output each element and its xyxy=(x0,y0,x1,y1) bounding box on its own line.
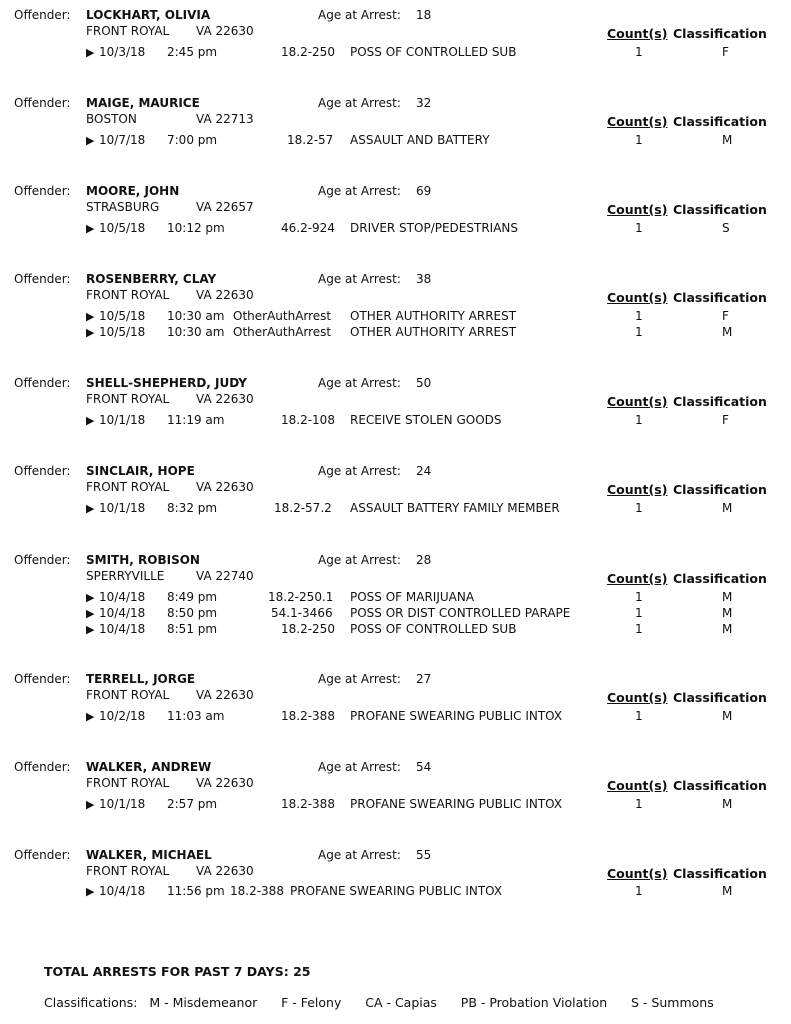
age-at-arrest-label: Age at Arrest: xyxy=(318,96,401,110)
charge-count: 1 xyxy=(635,622,643,636)
charge-classification: M xyxy=(722,133,733,147)
charge-description: OTHER AUTHORITY ARREST xyxy=(350,325,517,339)
offender-record xyxy=(0,760,791,840)
charge-date: 10/1/18 xyxy=(99,413,146,427)
offender-city: BOSTON xyxy=(86,112,137,126)
charge-statute: 18.2-250 xyxy=(281,622,335,636)
charge-count: 1 xyxy=(635,325,643,339)
charge-count: 1 xyxy=(635,221,643,235)
charge-time: 10:12 pm xyxy=(167,221,225,235)
classification-column-header: Classification xyxy=(673,290,767,305)
offender-city: FRONT ROYAL xyxy=(86,392,170,406)
counts-column-header: Count(s) xyxy=(607,26,668,41)
charge-description: PROFANE SWEARING PUBLIC INTOX xyxy=(350,797,563,811)
offender-city: FRONT ROYAL xyxy=(86,288,170,302)
offender-label: Offender: xyxy=(14,272,71,286)
age-at-arrest-label: Age at Arrest: xyxy=(318,272,401,286)
charge-classification: S xyxy=(722,221,730,235)
classification-legend xyxy=(44,995,714,1010)
offender-label: Offender: xyxy=(14,8,71,22)
charge-statute: 18.2-108 xyxy=(281,413,335,427)
classification-column-header: Classification xyxy=(673,394,767,409)
charge-classification: M xyxy=(722,709,733,723)
offender-city: FRONT ROYAL xyxy=(86,864,170,878)
charge-date: 10/5/18 xyxy=(99,325,146,339)
charge-time: 2:45 pm xyxy=(167,45,218,59)
charge-classification: F xyxy=(722,413,729,427)
counts-column-header: Count(s) xyxy=(607,571,668,586)
charge-count: 1 xyxy=(635,884,643,898)
age-value: 55 xyxy=(416,848,432,862)
charge-row xyxy=(0,501,791,517)
age-at-arrest-label: Age at Arrest: xyxy=(318,376,401,390)
offender-city: STRASBURG xyxy=(86,200,160,214)
classification-column-header: Classification xyxy=(673,114,767,129)
charge-count: 1 xyxy=(635,45,643,59)
charge-count: 1 xyxy=(635,709,643,723)
offender-state-zip: VA 22630 xyxy=(196,392,254,406)
charge-classification: M xyxy=(722,884,733,898)
charge-description: PROFANE SWEARING PUBLIC INTOX xyxy=(350,709,563,723)
offender-state-zip: VA 22630 xyxy=(196,688,254,702)
charge-classification: M xyxy=(722,606,733,620)
charge-time: 11:56 pm xyxy=(167,884,225,898)
legend-item-probation-violation: PB - Probation Violation xyxy=(460,995,608,1010)
charge-count: 1 xyxy=(635,501,643,515)
offender-name: WALKER, MICHAEL xyxy=(86,848,212,862)
total-arrests xyxy=(44,964,310,979)
charge-row xyxy=(0,797,791,813)
offender-state-zip: VA 22740 xyxy=(196,569,254,583)
offender-label: Offender: xyxy=(14,760,71,774)
offender-record xyxy=(0,272,791,352)
offender-state-zip: VA 22657 xyxy=(196,200,254,214)
charge-classification: F xyxy=(722,45,729,59)
offender-name: SINCLAIR, HOPE xyxy=(86,464,195,478)
charge-description: POSS OF MARIJUANA xyxy=(350,590,475,604)
charge-classification: F xyxy=(722,309,729,323)
offender-record xyxy=(0,376,791,456)
bullet-arrow-icon: ▶ xyxy=(86,885,95,898)
counts-column-header: Count(s) xyxy=(607,866,668,881)
charge-description: PROFANE SWEARING PUBLIC INTOX xyxy=(290,884,503,898)
bullet-arrow-icon: ▶ xyxy=(86,607,95,620)
offender-name: LOCKHART, OLIVIA xyxy=(86,8,211,22)
charge-row xyxy=(0,413,791,429)
offender-record xyxy=(0,8,791,88)
offender-name: ROSENBERRY, CLAY xyxy=(86,272,217,286)
bullet-arrow-icon: ▶ xyxy=(86,414,95,427)
age-at-arrest-label: Age at Arrest: xyxy=(318,184,401,198)
charge-description: RECEIVE STOLEN GOODS xyxy=(350,413,502,427)
offender-label: Offender: xyxy=(14,848,71,862)
charge-statute: 18.2-388 xyxy=(281,797,335,811)
charge-statute: 18.2-250 xyxy=(281,45,335,59)
offender-name: TERRELL, JORGE xyxy=(86,672,196,686)
age-value: 18 xyxy=(416,8,432,22)
charge-statute: 18.2-388 xyxy=(230,884,284,898)
legend-item-felony: F - Felony xyxy=(281,995,342,1010)
offender-name: SHELL-SHEPHERD, JUDY xyxy=(86,376,247,390)
charge-date: 10/4/18 xyxy=(99,590,146,604)
charge-date: 10/1/18 xyxy=(99,797,146,811)
age-at-arrest-label: Age at Arrest: xyxy=(318,848,401,862)
legend-item-capias: CA - Capias xyxy=(365,995,437,1010)
legend-item-summons: S - Summons xyxy=(631,995,714,1010)
offender-city: FRONT ROYAL xyxy=(86,480,170,494)
charge-row xyxy=(0,325,791,341)
charge-date: 10/5/18 xyxy=(99,221,146,235)
classification-column-header: Classification xyxy=(673,482,767,497)
charge-time: 7:00 pm xyxy=(167,133,218,147)
offender-state-zip: VA 22713 xyxy=(196,112,254,126)
charge-date: 10/3/18 xyxy=(99,45,146,59)
age-at-arrest-label: Age at Arrest: xyxy=(318,464,401,478)
offender-label: Offender: xyxy=(14,672,71,686)
offender-city: FRONT ROYAL xyxy=(86,24,170,38)
offender-state-zip: VA 22630 xyxy=(196,480,254,494)
charge-row xyxy=(0,709,791,725)
charge-row xyxy=(0,622,791,638)
charge-row xyxy=(0,590,791,606)
charge-date: 10/4/18 xyxy=(99,622,146,636)
charge-classification: M xyxy=(722,501,733,515)
charge-statute: 18.2-57.2 xyxy=(274,501,332,515)
charge-count: 1 xyxy=(635,606,643,620)
charge-description: ASSAULT BATTERY FAMILY MEMBER xyxy=(350,501,560,515)
age-value: 50 xyxy=(416,376,432,390)
offender-state-zip: VA 22630 xyxy=(196,776,254,790)
charge-count: 1 xyxy=(635,413,643,427)
legend-label: Classifications: xyxy=(44,995,138,1010)
charge-row xyxy=(0,221,791,237)
charge-count: 1 xyxy=(635,309,643,323)
charge-count: 1 xyxy=(635,797,643,811)
charge-description: POSS OF CONTROLLED SUB xyxy=(350,45,517,59)
age-value: 32 xyxy=(416,96,432,110)
bullet-arrow-icon: ▶ xyxy=(86,710,95,723)
charge-date: 10/4/18 xyxy=(99,884,146,898)
charge-statute: OtherAuthArrest xyxy=(233,309,332,323)
charge-statute: 18.2-57 xyxy=(287,133,334,147)
charge-count: 1 xyxy=(635,133,643,147)
charge-time: 8:51 pm xyxy=(167,622,218,636)
total-arrests-value: 25 xyxy=(293,964,311,979)
counts-column-header: Count(s) xyxy=(607,202,668,217)
bullet-arrow-icon: ▶ xyxy=(86,134,95,147)
age-at-arrest-label: Age at Arrest: xyxy=(318,760,401,774)
classification-column-header: Classification xyxy=(673,571,767,586)
bullet-arrow-icon: ▶ xyxy=(86,623,95,636)
offender-state-zip: VA 22630 xyxy=(196,864,254,878)
charge-statute: OtherAuthArrest xyxy=(233,325,332,339)
offender-name: WALKER, ANDREW xyxy=(86,760,212,774)
offender-city: SPERRYVILLE xyxy=(86,569,165,583)
charge-row xyxy=(0,45,791,61)
bullet-arrow-icon: ▶ xyxy=(86,798,95,811)
age-value: 28 xyxy=(416,553,432,567)
classification-column-header: Classification xyxy=(673,202,767,217)
charge-date: 10/5/18 xyxy=(99,309,146,323)
offender-record xyxy=(0,553,791,636)
charge-row xyxy=(0,309,791,325)
charge-date: 10/4/18 xyxy=(99,606,146,620)
charge-description: POSS OR DIST CONTROLLED PARAPE xyxy=(350,606,571,620)
charge-time: 11:19 am xyxy=(167,413,225,427)
charge-row xyxy=(0,133,791,149)
offender-record xyxy=(0,184,791,264)
charge-description: OTHER AUTHORITY ARREST xyxy=(350,309,517,323)
charge-time: 8:50 pm xyxy=(167,606,218,620)
offender-name: SMITH, ROBISON xyxy=(86,553,200,567)
offender-label: Offender: xyxy=(14,376,71,390)
offender-name: MAIGE, MAURICE xyxy=(86,96,200,110)
offender-name: MOORE, JOHN xyxy=(86,184,180,198)
bullet-arrow-icon: ▶ xyxy=(86,310,95,323)
charge-time: 8:32 pm xyxy=(167,501,218,515)
offender-record xyxy=(0,96,791,176)
charge-date: 10/2/18 xyxy=(99,709,146,723)
charge-classification: M xyxy=(722,325,733,339)
counts-column-header: Count(s) xyxy=(607,482,668,497)
bullet-arrow-icon: ▶ xyxy=(86,591,95,604)
offender-label: Offender: xyxy=(14,464,71,478)
offender-state-zip: VA 22630 xyxy=(196,24,254,38)
offender-city: FRONT ROYAL xyxy=(86,776,170,790)
offender-record xyxy=(0,464,791,544)
classification-column-header: Classification xyxy=(673,26,767,41)
charge-time: 8:49 pm xyxy=(167,590,218,604)
charge-classification: M xyxy=(722,590,733,604)
age-at-arrest-label: Age at Arrest: xyxy=(318,553,401,567)
charge-classification: M xyxy=(722,797,733,811)
charge-row xyxy=(0,884,791,900)
bullet-arrow-icon: ▶ xyxy=(86,502,95,515)
age-value: 27 xyxy=(416,672,432,686)
charge-count: 1 xyxy=(635,590,643,604)
charge-time: 11:03 am xyxy=(167,709,225,723)
charge-time: 10:30 am xyxy=(167,309,225,323)
total-arrests-label: TOTAL ARRESTS FOR PAST 7 DAYS: xyxy=(44,964,289,979)
charge-classification: M xyxy=(722,622,733,636)
offender-label: Offender: xyxy=(14,96,71,110)
charge-date: 10/1/18 xyxy=(99,501,146,515)
age-value: 24 xyxy=(416,464,432,478)
classification-column-header: Classification xyxy=(673,866,767,881)
age-at-arrest-label: Age at Arrest: xyxy=(318,672,401,686)
classification-column-header: Classification xyxy=(673,778,767,793)
counts-column-header: Count(s) xyxy=(607,690,668,705)
offender-city: FRONT ROYAL xyxy=(86,688,170,702)
charge-statute: 18.2-388 xyxy=(281,709,335,723)
counts-column-header: Count(s) xyxy=(607,114,668,129)
offender-label: Offender: xyxy=(14,553,71,567)
counts-column-header: Count(s) xyxy=(607,394,668,409)
legend-item-misdemeanor: M - Misdemeanor xyxy=(149,995,258,1010)
charge-row xyxy=(0,606,791,622)
offender-state-zip: VA 22630 xyxy=(196,288,254,302)
age-at-arrest-label: Age at Arrest: xyxy=(318,8,401,22)
bullet-arrow-icon: ▶ xyxy=(86,326,95,339)
charge-description: ASSAULT AND BATTERY xyxy=(350,133,490,147)
charge-statute: 46.2-924 xyxy=(281,221,335,235)
classification-column-header: Classification xyxy=(673,690,767,705)
offender-label: Offender: xyxy=(14,184,71,198)
charge-statute: 18.2-250.1 xyxy=(268,590,334,604)
charge-description: POSS OF CONTROLLED SUB xyxy=(350,622,517,636)
age-value: 54 xyxy=(416,760,432,774)
bullet-arrow-icon: ▶ xyxy=(86,46,95,59)
charge-statute: 54.1-3466 xyxy=(271,606,333,620)
age-value: 69 xyxy=(416,184,432,198)
age-value: 38 xyxy=(416,272,432,286)
counts-column-header: Count(s) xyxy=(607,778,668,793)
bullet-arrow-icon: ▶ xyxy=(86,222,95,235)
charge-date: 10/7/18 xyxy=(99,133,146,147)
charge-description: DRIVER STOP/PEDESTRIANS xyxy=(350,221,518,235)
offender-record xyxy=(0,672,791,752)
offender-record xyxy=(0,848,791,928)
counts-column-header: Count(s) xyxy=(607,290,668,305)
charge-time: 2:57 pm xyxy=(167,797,218,811)
charge-time: 10:30 am xyxy=(167,325,225,339)
